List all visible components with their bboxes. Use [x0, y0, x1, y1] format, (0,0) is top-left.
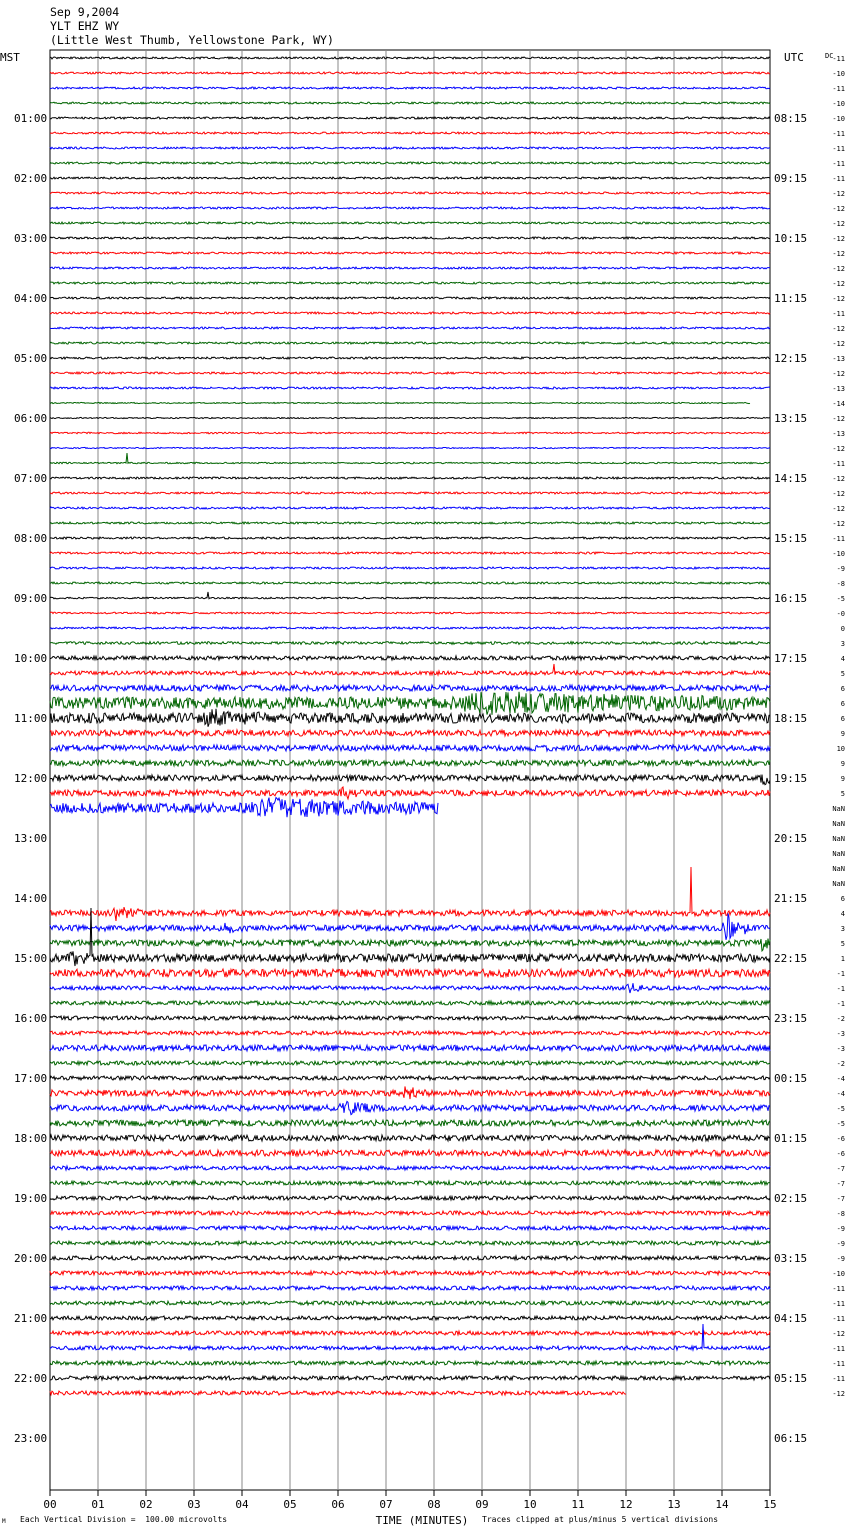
trace-line: [50, 867, 770, 921]
trace-line: [50, 552, 770, 554]
trace-line: [50, 1226, 770, 1230]
chart-date: Sep 9,2004: [50, 5, 120, 19]
mst-hour-label: 15:00: [14, 952, 48, 965]
dc-offset-label: -12: [832, 205, 845, 213]
dc-offset-label: -11: [832, 130, 845, 138]
dc-offset-label: -11: [832, 85, 845, 93]
dc-offset-label: -6: [836, 1135, 845, 1143]
trace-line: [50, 72, 770, 74]
trace-line: [50, 582, 770, 584]
utc-hour-label: 03:15: [774, 1252, 808, 1265]
trace-line: [50, 267, 770, 269]
trace-line: [50, 592, 770, 599]
dc-offset-label: -12: [832, 415, 845, 423]
trace-line: [50, 1286, 770, 1290]
x-tick-label: 04: [235, 1498, 249, 1511]
mst-hour-label: 05:00: [14, 352, 48, 365]
trace-line: [50, 312, 770, 314]
dc-offset-label: -10: [832, 115, 845, 123]
dc-offset-label: 6: [840, 715, 845, 723]
trace-line: [50, 1324, 770, 1350]
mst-hour-label: 11:00: [14, 712, 48, 725]
x-tick-label: 07: [379, 1498, 393, 1511]
trace-line: [50, 939, 770, 951]
utc-hour-label: 18:15: [774, 712, 808, 725]
dc-offset-label: 5: [840, 940, 845, 948]
dc-offset-label: -12: [832, 505, 845, 513]
dc-offset-label: -7: [836, 1165, 845, 1173]
dc-offset-label: -5: [836, 595, 845, 603]
x-tick-label: 06: [331, 1498, 345, 1511]
utc-hour-label: 15:15: [774, 532, 808, 545]
dc-offset-label: -3: [836, 1045, 845, 1053]
trace-line: [50, 417, 770, 418]
dc-offset-label: -12: [832, 1330, 845, 1338]
dc-offset-label: 10: [836, 745, 845, 753]
dc-offset-label: -1: [836, 985, 845, 993]
dc-offset-label: -12: [832, 220, 845, 228]
mst-hour-label: 07:00: [14, 472, 48, 485]
mst-hour-label: 13:00: [14, 832, 48, 845]
trace-line: [50, 372, 770, 374]
trace-line: [50, 492, 770, 494]
trace-line: [50, 1301, 770, 1305]
dc-offset-label: 3: [840, 640, 845, 648]
utc-hour-label: 05:15: [774, 1372, 808, 1385]
trace-line: [50, 1331, 770, 1335]
dc-offset-label: -8: [836, 580, 845, 588]
mst-hour-label: 14:00: [14, 892, 48, 905]
trace-line: [50, 709, 770, 727]
dc-offset-label: -4: [836, 1090, 845, 1098]
trace-line: [50, 692, 770, 715]
trace-line: [50, 787, 770, 799]
x-tick-label: 03: [187, 1498, 201, 1511]
x-tick-label: 12: [619, 1498, 633, 1511]
trace-line: [50, 730, 770, 736]
dc-label: DC: [825, 52, 834, 60]
trace-line: [50, 162, 770, 164]
mst-hour-label: 01:00: [14, 112, 48, 125]
x-tick-label: 02: [139, 1498, 153, 1511]
trace-line: [50, 453, 770, 464]
trace-line: [50, 222, 770, 224]
utc-hour-label: 13:15: [774, 412, 808, 425]
x-tick-label: 15: [763, 1498, 777, 1511]
mst-hour-label: 21:00: [14, 1312, 48, 1325]
dc-offset-label: -11: [832, 460, 845, 468]
trace-line: [50, 1166, 770, 1170]
utc-hour-label: 08:15: [774, 112, 808, 125]
trace-line: [50, 102, 770, 104]
trace-line: [50, 402, 750, 403]
dc-offset-label: -11: [832, 160, 845, 168]
dc-offset-label: -0: [836, 610, 845, 618]
dc-offset-label: -10: [832, 1270, 845, 1278]
dc-offset-label: -12: [832, 295, 845, 303]
dc-offset-label: -11: [832, 1315, 845, 1323]
trace-line: [50, 745, 770, 751]
trace-line: [50, 537, 770, 539]
x-tick-label: 10: [523, 1498, 537, 1511]
trace-line: [50, 760, 770, 766]
dc-offset-label: -11: [832, 175, 845, 183]
trace-line: [50, 432, 770, 434]
utc-hour-label: 01:15: [774, 1132, 808, 1145]
dc-offset-label: 6: [840, 685, 845, 693]
corner-mark: M: [2, 1518, 6, 1525]
dc-offset-label: -9: [836, 1225, 845, 1233]
dc-offset-label: 9: [840, 760, 845, 768]
trace-line: [50, 798, 438, 818]
trace-line: [50, 1181, 770, 1185]
trace-line: [50, 177, 770, 179]
mst-hour-label: 09:00: [14, 592, 48, 605]
trace-line: [50, 1001, 770, 1005]
trace-line: [50, 1211, 770, 1215]
dc-offset-label: -11: [832, 55, 845, 63]
mst-hour-label: 16:00: [14, 1012, 48, 1025]
trace-line: [50, 642, 770, 645]
dc-offset-label: NaN: [832, 880, 845, 888]
utc-hour-label: 09:15: [774, 172, 808, 185]
trace-line: [50, 297, 770, 299]
dc-offset-label: -9: [836, 1240, 845, 1248]
trace-line: [50, 192, 770, 194]
dc-offset-label: -11: [832, 1375, 845, 1383]
utc-hour-label: 02:15: [774, 1192, 808, 1205]
trace-line: [50, 1101, 770, 1114]
trace-line: [50, 1376, 770, 1380]
trace-line: [50, 908, 770, 966]
dc-offset-label: -12: [832, 340, 845, 348]
dc-offset-label: 0: [840, 625, 845, 633]
dc-offset-label: -12: [832, 280, 845, 288]
utc-hour-label: 12:15: [774, 352, 808, 365]
clip-note: Traces clipped at plus/minus 5 vertical divisions: [482, 1515, 719, 1524]
trace-line: [50, 357, 770, 359]
trace-line: [50, 627, 770, 629]
dc-offset-label: -2: [836, 1060, 845, 1068]
dc-offset-label: -11: [832, 1360, 845, 1368]
dc-offset-label: -11: [832, 1345, 845, 1353]
utc-hour-label: 17:15: [774, 652, 808, 665]
dc-offset-label: 9: [840, 775, 845, 783]
dc-offset-label: -10: [832, 100, 845, 108]
mst-hour-label: 20:00: [14, 1252, 48, 1265]
trace-line: [50, 1361, 770, 1365]
trace-line: [50, 1241, 770, 1245]
dc-offset-label: 1: [840, 955, 845, 963]
dc-offset-label: 6: [840, 700, 845, 708]
trace-line: [50, 387, 770, 389]
chart-location: (Little West Thumb, Yellowstone Park, WY): [50, 33, 334, 47]
dc-offset-label: -5: [836, 1120, 845, 1128]
trace-line: [50, 1256, 770, 1260]
utc-hour-label: 06:15: [774, 1432, 808, 1445]
trace-line: [50, 507, 770, 509]
dc-offset-label: -12: [832, 520, 845, 528]
dc-offset-label: -12: [832, 250, 845, 258]
dc-offset-label: -7: [836, 1195, 845, 1203]
x-tick-label: 09: [475, 1498, 489, 1511]
dc-offset-label: NaN: [832, 835, 845, 843]
dc-offset-label: 3: [840, 925, 845, 933]
dc-offset-label: -8: [836, 1210, 845, 1218]
dc-offset-label: 5: [840, 790, 845, 798]
trace-line: [50, 147, 770, 149]
trace-line: [50, 1016, 770, 1020]
mst-hour-label: 10:00: [14, 652, 48, 665]
dc-offset-label: -11: [832, 1300, 845, 1308]
dc-offset-label: NaN: [832, 820, 845, 828]
trace-line: [50, 1271, 770, 1275]
mst-hour-label: 19:00: [14, 1192, 48, 1205]
trace-line: [50, 87, 770, 89]
dc-offset-label: -3: [836, 1030, 845, 1038]
dc-offset-label: -7: [836, 1180, 845, 1188]
dc-offset-label: -13: [832, 430, 845, 438]
trace-line: [50, 252, 770, 254]
mst-axis-label: MST: [0, 51, 20, 64]
scale-note: Each Vertical Division = 100.00 microvolts: [20, 1515, 228, 1524]
utc-hour-label: 14:15: [774, 472, 808, 485]
dc-offset-label: -14: [832, 400, 845, 408]
trace-line: [50, 1120, 770, 1126]
trace-line: [50, 664, 770, 675]
trace-line: [50, 1316, 770, 1320]
dc-offset-label: -5: [836, 1105, 845, 1113]
trace-line: [50, 477, 770, 479]
dc-offset-label: -12: [832, 190, 845, 198]
x-axis-title: TIME (MINUTES): [375, 1514, 469, 1527]
dc-offset-label: -1: [836, 1000, 845, 1008]
trace-line: [50, 57, 770, 59]
trace-line: [50, 1150, 770, 1156]
chart-station: YLT EHZ WY: [50, 19, 120, 33]
trace-line: [50, 1045, 770, 1051]
dc-offset-label: -1: [836, 970, 845, 978]
trace-line: [50, 207, 770, 209]
dc-offset-label: -9: [836, 565, 845, 573]
dc-offset-label: -13: [832, 385, 845, 393]
dc-offset-label: NaN: [832, 850, 845, 858]
dc-offset-label: -12: [832, 325, 845, 333]
dc-offset-label: -11: [832, 1285, 845, 1293]
trace-line: [50, 132, 770, 134]
trace-group: [50, 57, 770, 1395]
trace-line: [50, 1196, 770, 1200]
trace-line: [50, 567, 770, 569]
trace-line: [50, 522, 770, 524]
utc-axis-label: UTC: [784, 51, 804, 64]
dc-offset-label: -9: [836, 1255, 845, 1263]
dc-offset-label: -10: [832, 550, 845, 558]
dc-offset-label: 4: [840, 655, 845, 663]
dc-offset-label: 5: [840, 670, 845, 678]
dc-offset-label: 6: [840, 895, 845, 903]
utc-hour-label: 22:15: [774, 952, 808, 965]
utc-hour-label: 19:15: [774, 772, 808, 785]
trace-line: [50, 447, 770, 448]
dc-offset-label: -12: [832, 1390, 845, 1398]
utc-hour-label: 04:15: [774, 1312, 808, 1325]
dc-offset-label: -11: [832, 145, 845, 153]
dc-offset-label: 4: [840, 910, 845, 918]
x-tick-label: 14: [715, 1498, 729, 1511]
dc-offset-label: -4: [836, 1075, 845, 1083]
trace-line: [50, 612, 770, 614]
trace-line: [50, 237, 770, 239]
dc-offset-label: -13: [832, 355, 845, 363]
trace-line: [50, 913, 770, 940]
trace-line: [50, 685, 770, 691]
x-tick-label: 11: [571, 1498, 585, 1511]
dc-offset-label: -12: [832, 445, 845, 453]
mst-hour-label: 17:00: [14, 1072, 48, 1085]
dc-offset-label: NaN: [832, 805, 845, 813]
trace-line: [50, 1061, 770, 1065]
utc-hour-label: 20:15: [774, 832, 808, 845]
mst-hour-label: 22:00: [14, 1372, 48, 1385]
trace-line: [50, 1031, 770, 1035]
dc-offset-label: -11: [832, 310, 845, 318]
dc-offset-label: -11: [832, 535, 845, 543]
utc-hour-label: 16:15: [774, 592, 808, 605]
x-tick-label: 00: [43, 1498, 57, 1511]
trace-line: [50, 117, 770, 119]
dc-offset-label: -12: [832, 265, 845, 273]
utc-hour-label: 21:15: [774, 892, 808, 905]
dc-offset-label: NaN: [832, 865, 845, 873]
dc-offset-label: -12: [832, 475, 845, 483]
mst-hour-label: 12:00: [14, 772, 48, 785]
dc-offset-label: -12: [832, 490, 845, 498]
axis-labels: [0, 51, 845, 1527]
trace-line: [50, 1135, 770, 1141]
x-tick-label: 01: [91, 1498, 105, 1511]
utc-hour-label: 00:15: [774, 1072, 808, 1085]
dc-offset-label: 9: [840, 730, 845, 738]
utc-hour-label: 11:15: [774, 292, 808, 305]
utc-hour-label: 23:15: [774, 1012, 808, 1025]
dc-offset-label: -2: [836, 1015, 845, 1023]
trace-line: [50, 775, 770, 785]
trace-line: [50, 1086, 770, 1099]
trace-line: [50, 969, 770, 977]
x-tick-label: 08: [427, 1498, 441, 1511]
mst-hour-label: 06:00: [14, 412, 48, 425]
trace-line: [50, 327, 770, 329]
mst-hour-label: 04:00: [14, 292, 48, 305]
trace-line: [50, 342, 770, 344]
dc-offset-label: -10: [832, 70, 845, 78]
dc-offset-label: -12: [832, 370, 845, 378]
x-tick-label: 13: [667, 1498, 681, 1511]
mst-hour-label: 02:00: [14, 172, 48, 185]
mst-hour-label: 08:00: [14, 532, 48, 545]
trace-line: [50, 1076, 770, 1080]
dc-offset-label: -12: [832, 235, 845, 243]
x-tick-label: 05: [283, 1498, 297, 1511]
utc-hour-label: 10:15: [774, 232, 808, 245]
minute-grid: [50, 50, 770, 1496]
mst-hour-label: 23:00: [14, 1432, 48, 1445]
trace-line: [50, 983, 770, 993]
trace-line: [50, 282, 770, 284]
trace-line: [50, 656, 770, 660]
mst-hour-label: 18:00: [14, 1132, 48, 1145]
dc-offset-label: -6: [836, 1150, 845, 1158]
mst-hour-label: 03:00: [14, 232, 48, 245]
